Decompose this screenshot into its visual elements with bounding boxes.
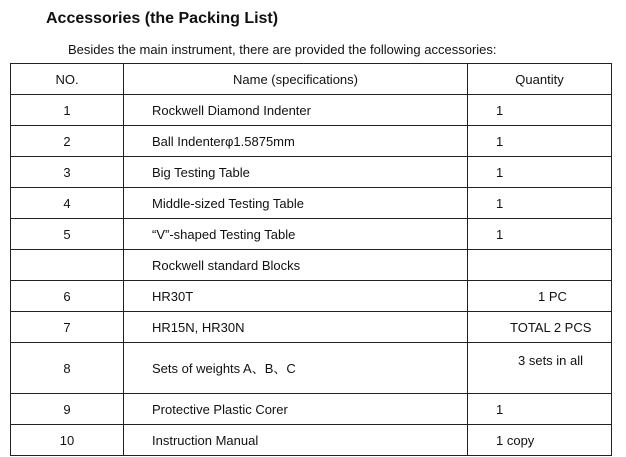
table-row [11, 126, 612, 157]
table-row [11, 95, 612, 126]
table-row [11, 281, 612, 312]
table-row [11, 343, 612, 394]
row-quantity: 3 sets in all [468, 343, 612, 394]
table-row [11, 188, 612, 219]
row-name: Rockwell Diamond Indenter [124, 95, 468, 126]
intro-text: Besides the main instrument, there are provided the following accessories: [68, 42, 497, 57]
row-name: Middle-sized Testing Table [124, 188, 468, 219]
row-name: HR30T [124, 281, 468, 312]
table-row [11, 219, 612, 250]
table-row [11, 425, 612, 456]
row-name: Instruction Manual [124, 425, 468, 456]
row-no: 8 [11, 343, 124, 394]
row-no: 9 [11, 394, 124, 425]
table-row [11, 394, 612, 425]
row-no: 3 [11, 157, 124, 188]
header-name: Name (specifications) [124, 64, 468, 95]
row-quantity: 1 [468, 188, 612, 219]
row-no: 10 [11, 425, 124, 456]
row-name: Rockwell standard Blocks [124, 250, 468, 281]
row-quantity: 1 [468, 394, 612, 425]
table-row [11, 312, 612, 343]
table-header-row [11, 64, 612, 95]
page-title: Accessories (the Packing List) [46, 10, 279, 27]
row-name: Protective Plastic Corer [124, 394, 468, 425]
row-no: 4 [11, 188, 124, 219]
row-name: Sets of weights A、B、C [124, 343, 468, 394]
row-name: HR15N, HR30N [124, 312, 468, 343]
packing-list-table [10, 63, 612, 456]
row-no [11, 250, 124, 281]
row-name: Big Testing Table [124, 157, 468, 188]
row-quantity: 1 [468, 157, 612, 188]
row-no: 7 [11, 312, 124, 343]
row-no: 5 [11, 219, 124, 250]
row-quantity [468, 250, 612, 281]
header-quantity: Quantity [468, 64, 612, 95]
row-name: Ball Indenterφ1.5875mm [124, 126, 468, 157]
header-no: NO. [11, 64, 124, 95]
row-no: 1 [11, 95, 124, 126]
row-quantity: 1 copy [468, 425, 612, 456]
row-quantity: 1 [468, 126, 612, 157]
row-quantity: 1 [468, 95, 612, 126]
table-row [11, 250, 612, 281]
row-no: 6 [11, 281, 124, 312]
row-name: “V”-shaped Testing Table [124, 219, 468, 250]
row-quantity: TOTAL 2 PCS [468, 312, 612, 343]
row-quantity: 1 PC [468, 281, 612, 312]
row-no: 2 [11, 126, 124, 157]
table-row [11, 157, 612, 188]
row-quantity: 1 [468, 219, 612, 250]
